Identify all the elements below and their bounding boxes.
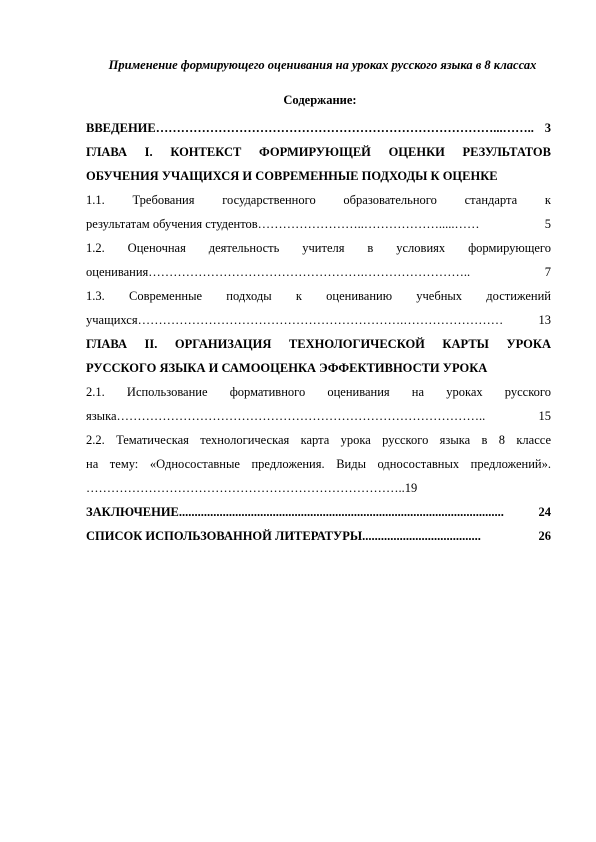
dot-leader: …………………………………………………………………..: [86, 481, 405, 495]
dot-leader: ……………………………………………………………………………..: [116, 409, 486, 423]
toc-entry-label: на тему: «Односоставные предложения. Виды односоставных предложений».: [86, 457, 551, 471]
page-number: 19: [404, 481, 418, 495]
page-number: 24: [537, 500, 552, 524]
toc-entry-section-1-3[interactable]: [86, 284, 551, 332]
toc-entry-label: 1.2. Оценочная деятельность учителя в условиях формирующего: [86, 241, 551, 255]
dot-leader: ........................................................................................................: [178, 505, 504, 519]
toc-entry-label: 1.3. Современные подходы к оцениванию учебных достижений: [86, 289, 551, 303]
dot-leader: ……………………………………………………….……………………: [137, 313, 504, 327]
toc-entry-section-2-1[interactable]: [86, 380, 551, 428]
toc-entry-label: СПИСОК ИСПОЛЬЗОВАННОЙ ЛИТЕРАТУРЫ: [86, 529, 363, 543]
toc-entry-label: 1.1. Требования государственного образовательного стандарта к: [86, 193, 551, 207]
contents-heading: Содержание:: [283, 93, 357, 107]
toc-entry-intro[interactable]: [86, 116, 551, 140]
toc-entry-label: ГЛАВА I. КОНТЕКСТ ФОРМИРУЮЩЕЙ ОЦЕНКИ РЕЗУЛЬТАТОВ: [86, 145, 551, 159]
toc-entry-label: 2.2. Тематическая технологическая карта урока русского языка в 8 классе: [86, 433, 551, 447]
page-number: 26: [537, 524, 552, 548]
toc-entry-conclusion[interactable]: [86, 500, 551, 524]
toc-entry-label: 2.1. Использование формативного оценивания на уроках русского: [86, 385, 551, 399]
toc-entry-label: результатам обучения студентов: [86, 217, 258, 231]
toc-entry-label: РУССКОГО ЯЗЫКА И САМООЦЕНКА ЭФФЕКТИВНОСТИ УРОКА: [86, 361, 488, 375]
dot-leader: ……………………..……………….....……: [257, 217, 480, 231]
toc-entry-chapter-1[interactable]: [86, 140, 551, 188]
toc-entry-label: ГЛАВА II. ОРГАНИЗАЦИЯ ТЕХНОЛОГИЧЕСКОЙ КАРТЫ УРОКА: [86, 337, 551, 351]
toc-entry-label: учащихся: [86, 313, 138, 327]
page-number: 13: [537, 308, 552, 332]
document-title: Применение формирующего оценивания на уроках русского языка в 8 классах: [108, 58, 537, 72]
toc-entry-section-1-2[interactable]: [86, 236, 551, 284]
toc-entry-label: ВВЕДЕНИЕ: [86, 121, 156, 135]
table-of-contents: [86, 116, 551, 548]
toc-entry-section-2-2[interactable]: [86, 428, 551, 500]
toc-entry-label: оценивания: [86, 265, 149, 279]
toc-entry-section-1-1[interactable]: [86, 188, 551, 236]
dot-leader: ………………………………………………………………………...……..: [155, 121, 534, 135]
dot-leader: ......................................: [362, 529, 481, 543]
toc-entry-label: языка: [86, 409, 117, 423]
page-number: 15: [537, 404, 552, 428]
page-number: 7: [543, 260, 551, 284]
dot-leader: …………………………………………….……………………..: [148, 265, 471, 279]
toc-entry-label: ОБУЧЕНИЯ УЧАЩИХСЯ И СОВРЕМЕННЫЕ ПОДХОДЫ К ОЦЕНКЕ: [86, 169, 498, 183]
toc-entry-label: ЗАКЛЮЧЕНИЕ: [86, 505, 179, 519]
toc-entry-literature[interactable]: [86, 524, 551, 548]
page-number: 5: [543, 212, 551, 236]
toc-entry-chapter-2[interactable]: [86, 332, 551, 380]
page-number: 3: [543, 116, 551, 140]
